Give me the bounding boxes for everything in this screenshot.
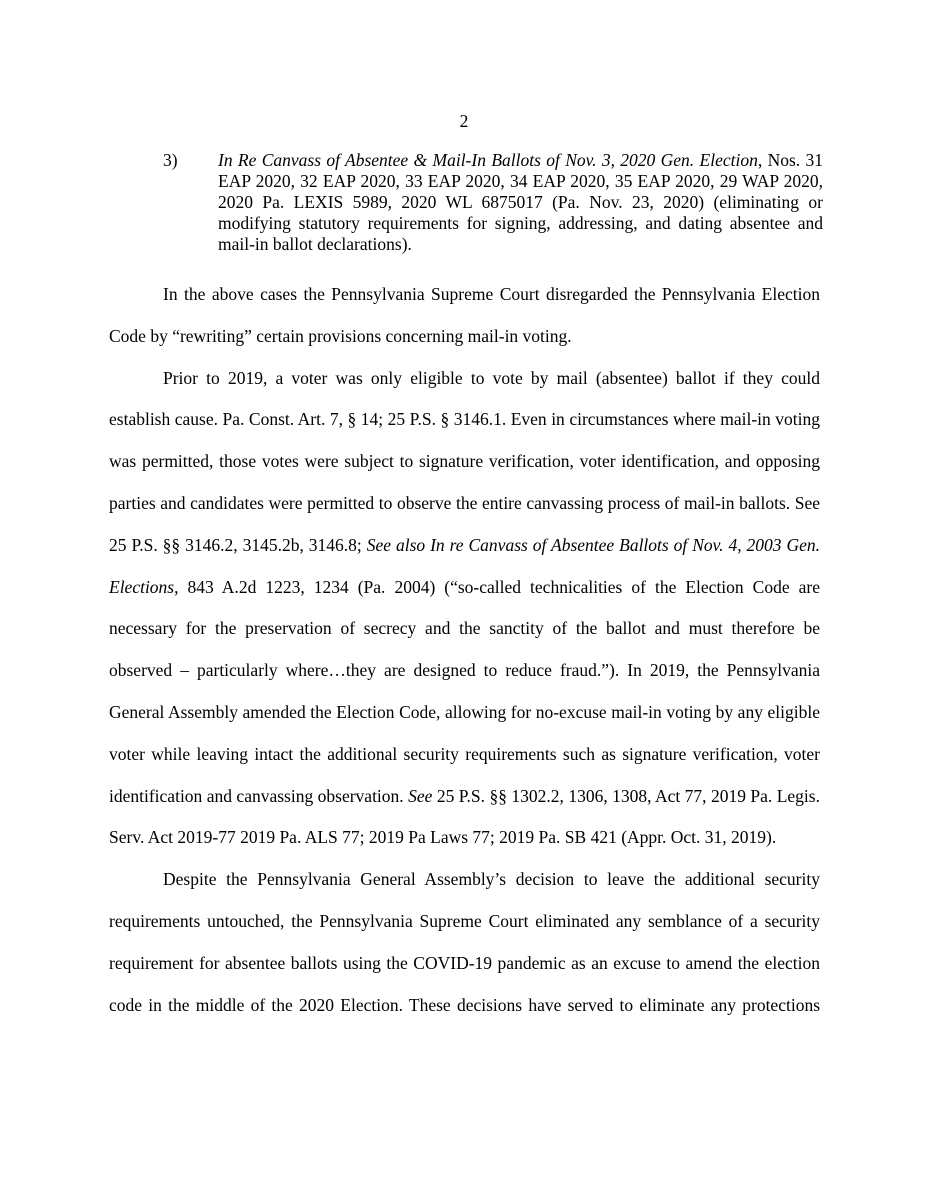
paragraph-history-text-1: Prior to 2019, a voter was only eligible to vote by mail (absentee) ballot if they could establish cause. Pa. Const. Art. 7, § 14; 25 P.S. § 3146.1. Even in circumstances where mail-in voting was permitted, those votes were subject to signature verification, voter identification, and opposing parties and candidates were permitted to observe the entire canvassing process of mail-in ballots. See 25 P.S. §§ 3146.2, 3145.2b, 3146.8; xyxy=(109,367,820,555)
paragraph-history-text-2: , 843 A.2d 1223, 1234 (Pa. 2004) (“so-called technicalities of the Election Code are necessary for the preservation of secrecy and the sanctity of the ballot and must therefore be observed – particularly where…they are designed to reduce fraud.”). In 2019, the Pennsylvania General Assembly amended the Election Code, allowing for no-excuse mail-in voting by any eligible voter while leaving intact the additional security requirements such as signature verification, voter identification and canvassing observation. xyxy=(109,576,820,806)
page-number: 2 xyxy=(459,111,469,131)
paragraph-history-text-3: 25 P.S. §§ 1302.2, 1306, 1308, Act 77, 2019 Pa. Legis. Serv. Act 2019-77 2019 Pa. ALS 77; 2019 Pa Laws 77; 2019 Pa. SB 421 (Appr. Oct. 31, 2019). xyxy=(109,785,820,848)
paragraph-conclusion: Despite the Pennsylvania General Assembly’s decision to leave the additional security requirements untouched, the Pennsylvania Supreme Court eliminated any semblance of a security requirement for absentee ballots using the COVID-19 pandemic as an excuse to amend the election code in the middle of the 2020 Election. These decisions have served to eliminate any protections xyxy=(109,869,820,1015)
case-citation-italic: See also In re Canvass of Absentee Ballots of Nov. 4, 2003 Gen. Elections xyxy=(109,534,821,597)
body-text xyxy=(109,274,820,1026)
case-name: In Re Canvass of Absentee & Mail-In Ballots of Nov. 3, 2020 Gen. Election xyxy=(218,150,758,170)
paragraph-intro: In the above cases the Pennsylvania Supreme Court disregarded the Pennsylvania Election Code by “rewriting” certain provisions concerning mail-in voting. xyxy=(109,284,820,346)
case-citation xyxy=(218,150,823,255)
see-signal-italic: See xyxy=(408,785,433,806)
case-list-item xyxy=(163,150,823,255)
list-marker: 3) xyxy=(163,150,178,170)
paragraph-history xyxy=(109,358,820,860)
case-citation-details: , Nos. 31 EAP 2020, 32 EAP 2020, 33 EAP 2020, 34 EAP 2020, 35 EAP 2020, 29 WAP 2020, 2020 Pa. LEXIS 5989, 2020 WL 6875017 (Pa. Nov. 23, 2020) (eliminating or modifying statutory requirements for signing, addressing, and dating absentee and mail-in ballot declarations). xyxy=(218,150,823,254)
